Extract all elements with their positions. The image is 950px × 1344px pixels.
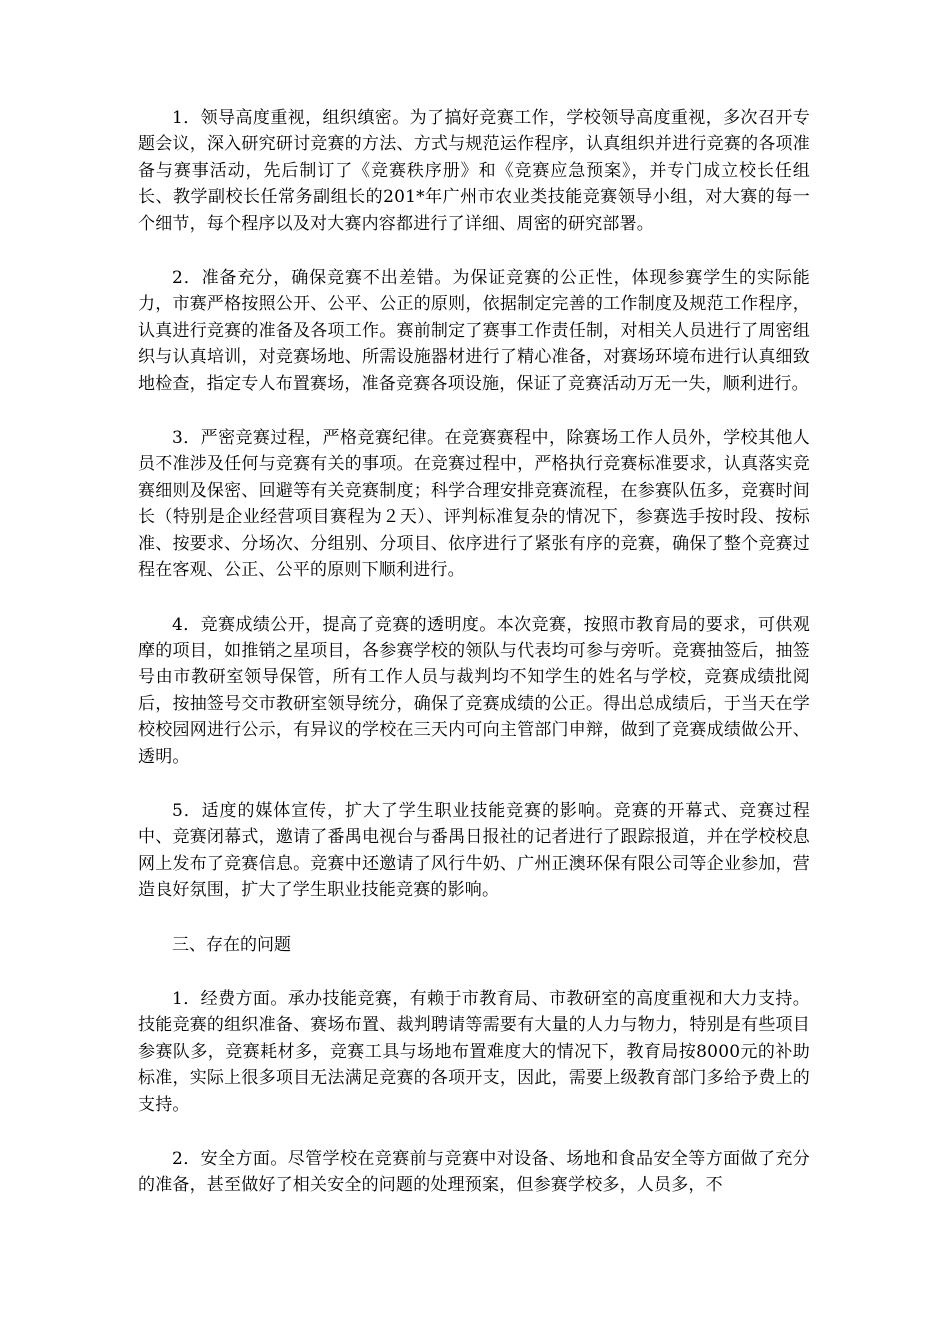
section-heading: 三、存在的问题 (172, 934, 291, 955)
paragraph-preparation: 2．准备充分，确保竞赛不出差错。为保证竞赛的公正性，体现参赛学生的实际能力，市赛严格按照公开、公平、公正的原则，依据制定完善的工作制度及规范工作程序，认真进行竞赛的准备及各项工作。赛前制定了赛事工作责任制，对相关人员进行了周密组织与认真培训，对竞赛场地、所需设施器材进行了精心准备，对赛场环境布进行认真细致地检查，指定专人布置赛场，准备竞赛各项设施，保证了竞赛活动万无一失，顺利进行。 (138, 268, 810, 394)
paragraph-funding: 1．经费方面。承办技能竞赛，有赖于市教育局、市教研室的高度重视和大力支持。技能竞赛的组织准备、赛场布置、裁判聘请等需要有大量的人力与物力，特别是有些项目参赛队多，竞赛耗材多，竞赛工具与场地布置难度大的情况下，教育局按8000元的补助标准，实际上很多项目无法满足竞赛的各项开支，因此，需要上级教育部门多给予费上的支持。 (138, 988, 810, 1115)
paragraph-results-public: 4．竞赛成绩公开，提高了竞赛的透明度。本次竞赛，按照市教育局的要求，可供观摩的项目，如推销之星项目，各参赛学校的领队与代表均可参与旁听。竞赛抽签后，抽签号由市教研室领导保管，所有工作人员与裁判均不知学生的姓名与学校，竞赛成绩批阅后，按抽签号交市教研室领导统分，确保了竞赛成绩的公正。得出总成绩后，于当天在学校校园网进行公示，有异议的学校在三天内可向主管部门申辩，做到了竞赛成绩做公开、透明。 (138, 614, 810, 767)
paragraph-competition-process: 3．严密竞赛过程，严格竞赛纪律。在竞赛赛程中，除赛场工作人员外，学校其他人员不准涉及任何与竞赛有关的事项。在竞赛过程中，严格执行竞赛标准要求，认真落实竞赛细则及保密、回避等有关竞赛制度；科学合理安排竞赛流程，在参赛队伍多，竞赛时间长（特别是企业经营项目赛程为２天）、评判标准复杂的情况下，参赛选手按时段、按标准、按要求、分场次、分组别、分项目、依序进行了紧张有序的竞赛，确保了整个竞赛过程在客观、公正、公平的原则下顺利进行。 (138, 428, 810, 581)
paragraph-media: 5．适度的媒体宣传，扩大了学生职业技能竞赛的影响。竞赛的开幕式、竞赛过程中、竞赛闭幕式，邀请了番禺电视台与番禺日报社的记者进行了跟踪报道，并在学校校息网上发布了竞赛信息。竞赛中还邀请了风行牛奶、广州正澳环保有限公司等企业参加，营造良好氛围，扩大了学生职业技能竞赛的影响。 (138, 800, 810, 901)
paragraph-safety: 2．安全方面。尽管学校在竞赛前与竞赛中对设备、场地和食品安全等方面做了充分的准备，甚至做好了相关安全的问题的处理预案，但参赛学校多，人员多，不 (138, 1149, 810, 1196)
document-page (138, 105, 810, 1227)
paragraph-leadership: 1．领导高度重视，组织缜密。为了搞好竞赛工作，学校领导高度重视，多次召开专题会议，深入研究研讨竞赛的方法、方式与规范运作程序，认真组织并进行竞赛的各项准备与赛事活动，先后制订了《竞赛秩序册》和《竞赛应急预案》，并专门成立校长任组长、教学副校长任常务副组长的201*年广州市农业类技能竞赛领导小组，对大赛的每一个细节，每个程序以及对大赛内容都进行了详细、周密的研究部署。 (138, 108, 810, 234)
